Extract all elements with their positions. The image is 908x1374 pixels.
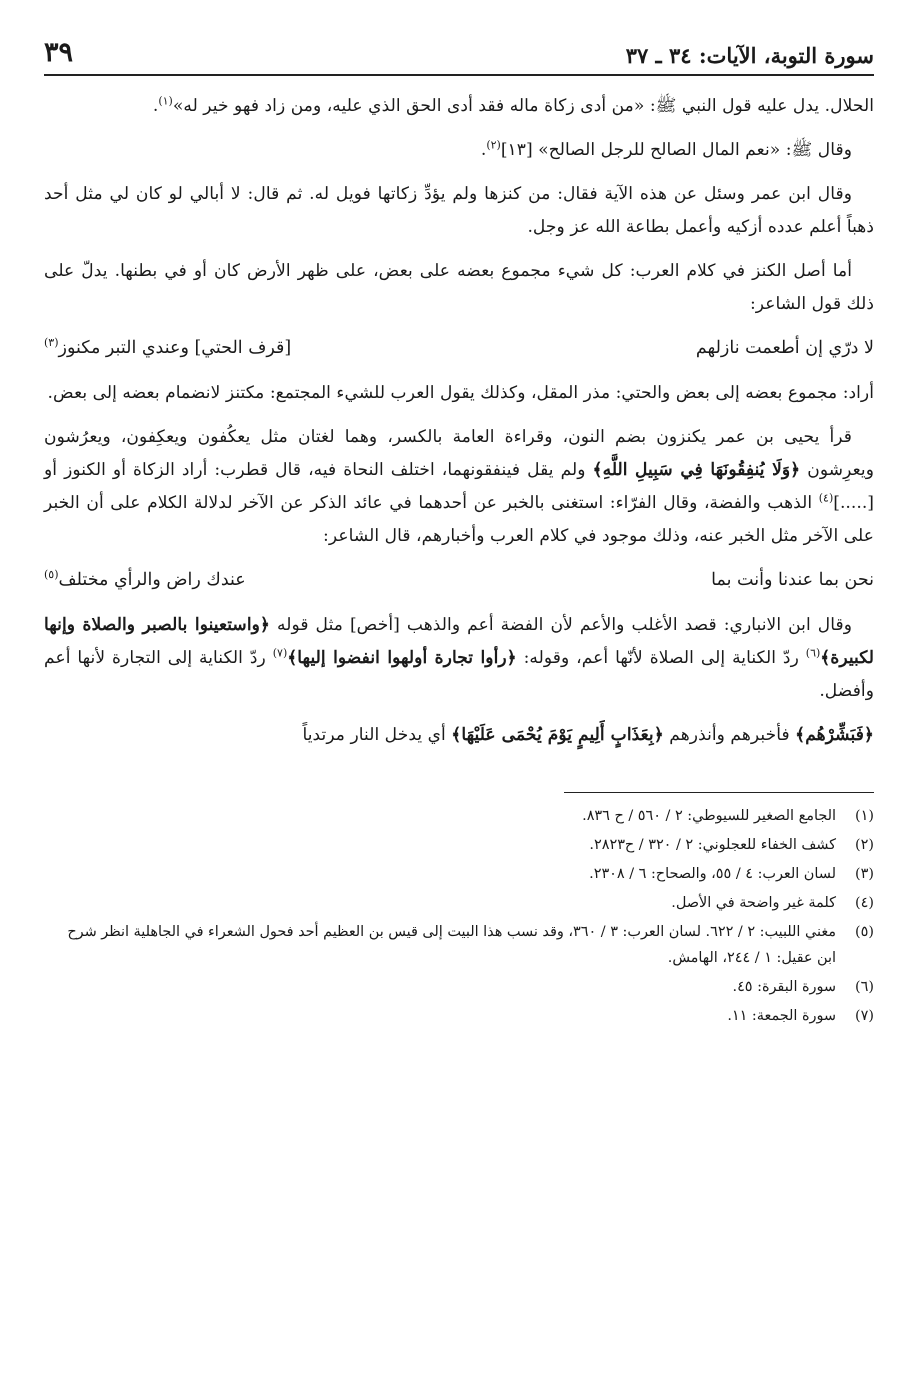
quran-quote: ﴿رأوا تجارة أولهوا انفضوا إليها﴾: [287, 648, 517, 668]
paragraph-6-text-a: قرأ يحيى بن عمر يكنزون بضم النون، وقراءة العامة بالكسر، وهما لغتان مثل يعكُفون ويعكِفون، ويعرُشون ويعرِشون: [44, 427, 874, 480]
paragraph-8-text-b: أي يدخل النار مرتدياً: [302, 725, 452, 745]
paragraph-5: أراد: مجموع بعضه إلى بعض والحتي: مذر المقل، وكذلك يقول العرب للشيء المجتمع: مكتنز لانضمام بعضه إلى بعض.: [47, 383, 874, 403]
running-title: سورة التوبة، الآيات: ٣٤ ـ ٣٧: [625, 43, 874, 68]
verse-2-second-hemistich: [44, 564, 246, 597]
footnote-text: سورة الجمعة: ١١.: [727, 1008, 836, 1024]
footnote-number: (٢): [855, 837, 874, 853]
paragraph-2: [44, 134, 874, 167]
verse-2-first-hemistich: نحن بما عندنا وأنت بما: [711, 570, 874, 590]
poetry-verse-2: [44, 564, 874, 597]
paragraph-7-text-a: وقال ابن الانباري: قصد الأغلب والأعم لأن الفضة أعم والذهب [أخص] مثل قوله: [269, 615, 852, 635]
footnote-text: كشف الخفاء للعجلوني: ٢ / ٣٢٠ / ح٢٨٢٣.: [589, 837, 836, 853]
verse-1-first-hemistich: لا درّي إن أطعمت نازلهم: [695, 338, 874, 358]
quran-quote: ﴿فَبَشِّرْهُم﴾: [795, 725, 874, 745]
footnote: [44, 974, 874, 1000]
footnote-number: (٣): [855, 866, 874, 882]
footnote-ref-3: (٣): [44, 336, 59, 350]
footnote-text: سورة البقرة: ٤٥.: [732, 979, 836, 995]
footnote-ref-5: (٥): [44, 568, 59, 582]
paragraph-1-end: .: [152, 96, 159, 116]
paragraph-2-text: وقال ﷺ: «نعم المال الصالح للرجل الصالح» [١٣]: [500, 140, 852, 160]
poetry-verse-1: [44, 332, 874, 365]
footnote: [44, 832, 874, 858]
footnote-number: (٦): [855, 979, 874, 995]
paragraph-8-text-a: فأخبرهم وأنذرهم: [663, 725, 796, 745]
paragraph-1-text: الحلال. يدل عليه قول النبي ﷺ: «من أدى زكاة ماله فقد أدى الحق الذي عليه، ومن زاد فهو خير له»: [172, 96, 874, 116]
main-text: [44, 90, 874, 752]
verse-1-second-hemistich: [44, 332, 291, 365]
footnote-divider: [564, 792, 874, 793]
footnote: [44, 919, 874, 971]
footnote-text: مغني اللبيب: ٢ / ٦٢٢. لسان العرب: ٣ / ٣٦٠، وقد نسب هذا البيت إلى قيس بن العظيم أحد فحول الشعراء في الجاهلية انظر شرح ابن عقيل: ١ / ٢٤٤، الهامش.: [67, 924, 836, 966]
paragraph-6-text-c: الذهب والفضة، وقال الفرّاء: استغنى بالخبر عن أحدهما في عائد الذكر عن الآخر لدلالة الكلام على أن الخبر على الآخر مثل الخبر عنه، وذلك موجود في كلام العرب وأخبارهم، قال الشاعر:: [44, 493, 874, 546]
footnotes: [44, 803, 874, 1029]
footnote-text: لسان العرب: ٤ / ٥٥، والصحاح: ٦ / ٢٣٠٨.: [589, 866, 836, 882]
paragraph-1: [44, 90, 874, 123]
footnote-ref-2: (٢): [486, 138, 501, 152]
page-number: ٣٩: [44, 37, 74, 68]
quran-quote: ﴿بِعَذَابٍ أَلِيمٍ يَوْمَ يُحْمَى عَلَيْهَا﴾: [451, 725, 664, 745]
verse-1-second-text: [قرف الحتي] وعندي التبر مكنوز: [58, 338, 292, 358]
footnote-number: (٤): [855, 895, 874, 911]
footnote-ref-7: (٧): [272, 646, 288, 660]
footnote-number: (٥): [855, 924, 874, 940]
footnote-ref-1: (١): [158, 94, 173, 108]
footnote-text: الجامع الصغير للسيوطي: ٢ / ٥٦٠ / ح ٨٣٦.: [582, 808, 836, 824]
paragraph-4: أما أصل الكنز في كلام العرب: كل شيء مجموع بعضه على بعض، على ظهر الأرض كان أو في بطنها. يدلّ على ذلك قول الشاعر:: [44, 261, 874, 314]
footnote-ref-4: (٤): [818, 491, 834, 505]
running-header: [44, 28, 874, 76]
paragraph-7-text-c: ردّ الكناية إلى التجارة لأنها أعم وأفضل.: [44, 648, 874, 701]
quran-quote: ﴿واستعينوا بالصبر والصلاة وإنها لكبيرة﴾: [44, 615, 874, 668]
paragraph-3: وقال ابن عمر وسئل عن هذه الآية فقال: من كنزها ولم يؤدِّ زكاتها فويل له. ثم قال: لا أبالي لو كان لي مثل أحد ذهباً أعلم عدده أزكيه وأعمل بطاعة الله عز وجل.: [44, 184, 874, 237]
verse-2-second-text: عندك راض والرأي مختلف: [58, 570, 246, 590]
footnote: [44, 1003, 874, 1029]
footnote-ref-6: (٦): [805, 646, 821, 660]
paragraph-7-text-b: ردّ الكناية إلى الصلاة لأنّها أعم، وقوله:: [516, 648, 806, 668]
paragraph-7: [44, 609, 874, 708]
paragraph-6: [44, 421, 874, 553]
footnote: [44, 890, 874, 916]
footnote-text: كلمة غير واضحة في الأصل.: [671, 895, 836, 911]
paragraph-6-text-b: ولم يقل فينفقونهما، اختلف النحاة فيه، قال قطرب: أراد الزكاة أو الكنوز أو [.....]: [44, 460, 874, 513]
footnote: [44, 861, 874, 887]
paragraph-8: [44, 719, 874, 752]
footnote: [44, 803, 874, 829]
footnote-number: (٧): [855, 1008, 874, 1024]
quran-quote: ﴿وَلَا يُنفِقُونَهَا فِي سَبِيلِ اللَّهِ﴾: [592, 460, 801, 480]
footnote-number: (١): [855, 808, 874, 824]
paragraph-2-end: .: [480, 140, 487, 160]
book-page: [44, 28, 874, 1032]
